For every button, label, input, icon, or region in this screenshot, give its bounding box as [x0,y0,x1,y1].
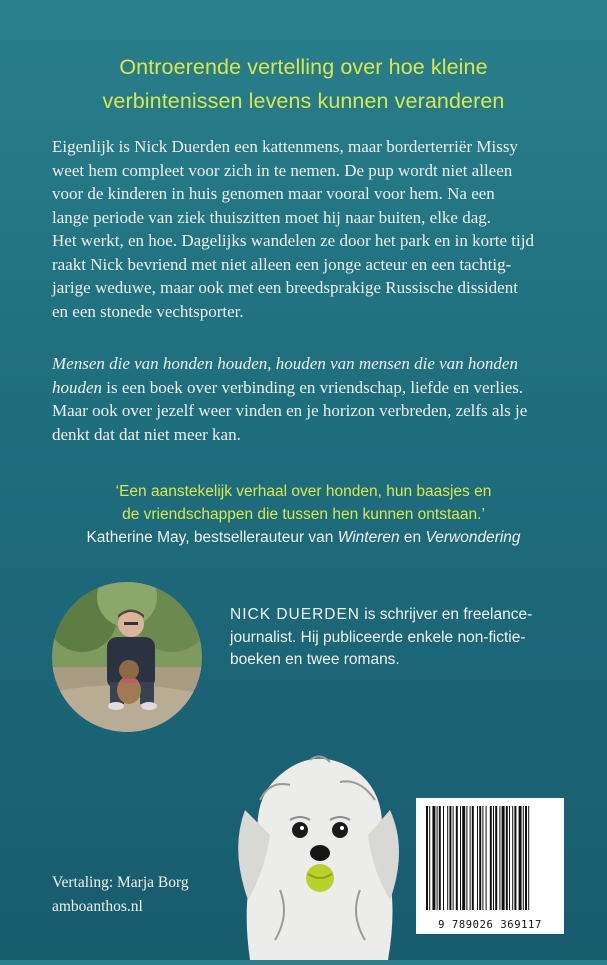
publisher-website: amboanthos.nl [52,898,143,915]
dog-illustration [220,740,415,960]
description-line: denkt dat dat niet meer kan. [52,424,241,444]
book-title-italic-end: houden [52,377,103,397]
barcode-bar [449,806,451,910]
book-title-verwondering: Verwondering [425,529,521,546]
barcode-bar [495,806,497,910]
barcode-bar [439,806,441,910]
barcode-bar [462,806,465,910]
barcode-bar [447,806,448,910]
headline-line-2: verbintenissen levens kunnen veranderen [102,89,505,113]
description-paragraph-2 [52,352,572,446]
barcode-bar [482,806,483,910]
description-paragraph-1 [52,135,572,323]
isbn-barcode [416,798,564,934]
barcode-bar [499,806,500,910]
barcode-bar [477,806,478,910]
credits [52,871,189,919]
author-bio-line: boeken en twee romans. [230,651,400,668]
barcode-bar [479,806,481,910]
barcode-bar [429,806,430,910]
book-title-winteren: Winteren [337,529,400,546]
description-line: Maar ook over jezelf weer vinden en je horizon verbreden, zelfs als je [52,401,528,420]
barcode-bar [514,806,516,910]
description-line: en een stonede vechtsporter. [52,301,244,321]
barcode-bar [472,806,474,910]
description-line: lange periode van ziek thuiszitten moet hij naar buiten, elke dag. [52,207,492,227]
barcode-bar [466,806,467,910]
barcode-bar [490,806,492,910]
quote-attribution [40,526,567,549]
author-bio-line: journalist. Hij publiceerde enkele non-fictie- [230,628,526,646]
author-photo [52,582,202,732]
description-line: weet hem compleet voor zich in te nemen. De pup wordt niet alleen [52,160,513,180]
barcode-bar [525,806,527,910]
quote-line-2: de vriendschappen die tussen hen kunnen ontstaan.’ [122,506,485,523]
barcode-bars [416,798,564,916]
barcode-bar [486,806,487,910]
description-text: is een boek over verbinding en vriendschap, liefde en verlies. [102,377,524,397]
barcode-bar [456,806,458,910]
quote-line-1: ‘Een aanstekelijk verhaal over honden, hun baasjes en [115,483,492,500]
description-line: jarige weduwe, maar ook met een breedsprakige Russische dissident [52,278,518,297]
barcode-bar [426,806,428,910]
barcode-bar [502,806,505,910]
attribution-mid: en [399,529,426,546]
barcode-bar [432,806,435,910]
barcode-bar [523,806,524,910]
isbn-number: 9 789026 369117 [438,919,542,931]
author-name: NICK DUERDEN [230,606,360,623]
barcode-bar [493,806,494,910]
barcode-bar [509,806,510,910]
barcode-bar [519,806,522,910]
book-title-italic: Mensen die van honden houden, houden van mensen die van honden [52,354,518,373]
author-bio [230,604,532,672]
description-line: raakt Nick bevriend met niet alleen een jonge acteur en een tachtig- [52,254,512,274]
author-bio-text: is schrijver en freelance- [359,606,533,623]
headline [40,50,567,118]
attribution-prefix: Katherine May, bestsellerauteur van [86,529,338,546]
headline-line-1: Ontroerende vertelling over hoe kleine [119,55,488,79]
barcode-bar [460,806,461,910]
description-line: voor de kinderen in huis genomen maar vooral voor hem. Na een [52,184,495,203]
barcode-bar [470,806,471,910]
barcode-bar [453,806,454,910]
barcode-bar [512,806,513,910]
description-line: Het werkt, en hoe. Dagelijks wandelen ze door het park en in korte tijd [52,231,534,250]
barcode-bar [443,806,444,910]
review-quote [40,480,567,549]
translator-credit: Vertaling: Marja Borg [52,874,189,891]
barcode-bar [506,806,508,910]
description-line: Eigenlijk is Nick Duerden een kattenmens, maar borderterriër Missy [52,137,518,156]
barcode-bar [437,806,438,910]
barcode-bar [528,806,529,910]
